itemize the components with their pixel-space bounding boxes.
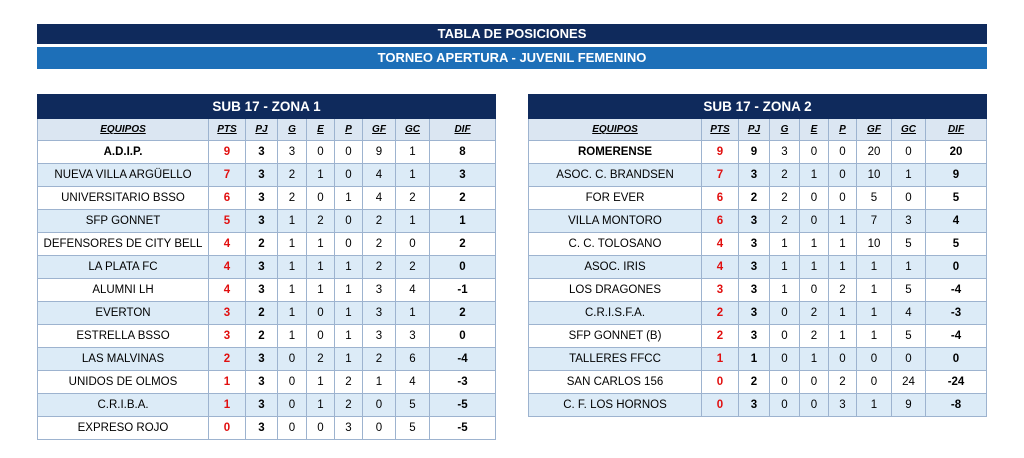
team-name-cell: ASOC. C. BRANDSEN — [529, 164, 702, 187]
played-cell: 2 — [246, 325, 278, 348]
points-cell: 4 — [702, 233, 739, 256]
goals-for-cell: 0 — [363, 394, 396, 417]
goals-against-cell: 4 — [396, 371, 430, 394]
team-name-cell: A.D.I.P. — [38, 141, 209, 164]
goals-for-cell: 9 — [363, 141, 396, 164]
drawn-cell: 0 — [307, 417, 335, 440]
zona2-header-row — [529, 119, 987, 141]
drawn-cell: 1 — [307, 164, 335, 187]
played-cell: 3 — [739, 279, 770, 302]
goals-against-cell: 1 — [396, 210, 430, 233]
goals-against-cell: 0 — [396, 233, 430, 256]
won-cell: 2 — [770, 164, 800, 187]
played-cell: 3 — [246, 417, 278, 440]
goals-against-cell: 0 — [892, 141, 926, 164]
drawn-cell: 0 — [307, 187, 335, 210]
lost-cell: 1 — [335, 348, 363, 371]
zona2-table — [528, 94, 987, 417]
col-header-pts: PTS — [702, 119, 739, 141]
drawn-cell: 0 — [800, 371, 829, 394]
goals-for-cell: 3 — [363, 325, 396, 348]
played-cell: 2 — [739, 371, 770, 394]
points-cell: 3 — [702, 279, 739, 302]
team-name-cell: ASOC. IRIS — [529, 256, 702, 279]
goal-diff-cell: 5 — [926, 187, 987, 210]
won-cell: 1 — [278, 302, 307, 325]
table-row — [529, 164, 987, 187]
goal-diff-cell: 1 — [430, 210, 496, 233]
points-cell: 7 — [702, 164, 739, 187]
drawn-cell: 1 — [307, 233, 335, 256]
goal-diff-cell: -8 — [926, 394, 987, 417]
team-name-cell: SAN CARLOS 156 — [529, 371, 702, 394]
played-cell: 3 — [739, 233, 770, 256]
points-cell: 9 — [209, 141, 246, 164]
lost-cell: 1 — [829, 210, 857, 233]
table-row — [38, 325, 496, 348]
table-row — [529, 394, 987, 417]
lost-cell: 2 — [829, 279, 857, 302]
drawn-cell: 2 — [307, 348, 335, 371]
page-title: TABLA DE POSICIONES — [37, 24, 987, 44]
goals-against-cell: 1 — [396, 141, 430, 164]
team-name-cell: C.R.I.B.A. — [38, 394, 209, 417]
goals-against-cell: 3 — [396, 325, 430, 348]
drawn-cell: 0 — [307, 302, 335, 325]
points-cell: 6 — [702, 187, 739, 210]
won-cell: 0 — [278, 394, 307, 417]
lost-cell: 1 — [829, 302, 857, 325]
points-cell: 4 — [209, 233, 246, 256]
drawn-cell: 2 — [800, 325, 829, 348]
team-name-cell: C. C. TOLOSANO — [529, 233, 702, 256]
table-row — [38, 417, 496, 440]
lost-cell: 1 — [829, 256, 857, 279]
played-cell: 2 — [246, 302, 278, 325]
table-row — [38, 348, 496, 371]
table-row — [38, 187, 496, 210]
points-cell: 9 — [702, 141, 739, 164]
goal-diff-cell: 0 — [926, 256, 987, 279]
won-cell: 1 — [770, 233, 800, 256]
points-cell: 3 — [209, 325, 246, 348]
drawn-cell: 1 — [307, 394, 335, 417]
col-header-equipos: EQUIPOS — [38, 119, 209, 141]
goal-diff-cell: -4 — [926, 279, 987, 302]
team-name-cell: LAS MALVINAS — [38, 348, 209, 371]
team-name-cell: LOS DRAGONES — [529, 279, 702, 302]
won-cell: 3 — [770, 141, 800, 164]
lost-cell: 2 — [335, 371, 363, 394]
won-cell: 0 — [770, 302, 800, 325]
team-name-cell: UNIDOS DE OLMOS — [38, 371, 209, 394]
goals-for-cell: 4 — [363, 164, 396, 187]
col-header-dif: DIF — [430, 119, 496, 141]
table-row — [529, 371, 987, 394]
drawn-cell: 1 — [307, 279, 335, 302]
goal-diff-cell: 2 — [430, 233, 496, 256]
played-cell: 9 — [739, 141, 770, 164]
col-header-g: G — [278, 119, 307, 141]
goal-diff-cell: 0 — [926, 348, 987, 371]
table-row — [38, 141, 496, 164]
points-cell: 7 — [209, 164, 246, 187]
played-cell: 3 — [246, 164, 278, 187]
played-cell: 3 — [739, 256, 770, 279]
points-cell: 6 — [209, 187, 246, 210]
played-cell: 3 — [739, 394, 770, 417]
team-name-cell: ALUMNI LH — [38, 279, 209, 302]
points-cell: 4 — [209, 279, 246, 302]
won-cell: 0 — [278, 348, 307, 371]
drawn-cell: 1 — [307, 256, 335, 279]
won-cell: 1 — [278, 233, 307, 256]
goal-diff-cell: -1 — [430, 279, 496, 302]
lost-cell: 0 — [335, 164, 363, 187]
goals-against-cell: 1 — [892, 256, 926, 279]
goals-against-cell: 1 — [396, 302, 430, 325]
goals-against-cell: 5 — [892, 279, 926, 302]
drawn-cell: 1 — [800, 233, 829, 256]
goal-diff-cell: -4 — [430, 348, 496, 371]
table-row — [38, 302, 496, 325]
won-cell: 0 — [770, 348, 800, 371]
won-cell: 2 — [770, 187, 800, 210]
drawn-cell: 2 — [307, 210, 335, 233]
table-row — [529, 279, 987, 302]
played-cell: 3 — [739, 302, 770, 325]
played-cell: 1 — [739, 348, 770, 371]
lost-cell: 0 — [335, 210, 363, 233]
col-header-gc: GC — [892, 119, 926, 141]
points-cell: 2 — [209, 348, 246, 371]
goal-diff-cell: -24 — [926, 371, 987, 394]
table-row — [529, 233, 987, 256]
goals-for-cell: 5 — [857, 187, 892, 210]
table-row — [529, 348, 987, 371]
goals-for-cell: 0 — [857, 371, 892, 394]
lost-cell: 1 — [335, 279, 363, 302]
goals-against-cell: 2 — [396, 187, 430, 210]
goals-against-cell: 0 — [892, 348, 926, 371]
goals-against-cell: 2 — [396, 256, 430, 279]
drawn-cell: 0 — [800, 279, 829, 302]
page-subtitle: TORNEO APERTURA - JUVENIL FEMENINO — [37, 47, 987, 69]
team-name-cell: DEFENSORES DE CITY BELL — [38, 233, 209, 256]
zona1-header-row — [38, 119, 496, 141]
team-name-cell: ESTRELLA BSSO — [38, 325, 209, 348]
team-name-cell: TALLERES FFCC — [529, 348, 702, 371]
goals-for-cell: 7 — [857, 210, 892, 233]
won-cell: 0 — [770, 394, 800, 417]
won-cell: 2 — [278, 187, 307, 210]
table-row — [38, 371, 496, 394]
won-cell: 1 — [278, 256, 307, 279]
goals-against-cell: 4 — [396, 279, 430, 302]
drawn-cell: 0 — [307, 141, 335, 164]
goal-diff-cell: 2 — [430, 302, 496, 325]
lost-cell: 1 — [829, 233, 857, 256]
lost-cell: 3 — [335, 417, 363, 440]
drawn-cell: 1 — [307, 371, 335, 394]
points-cell: 2 — [702, 302, 739, 325]
goals-against-cell: 1 — [892, 164, 926, 187]
lost-cell: 2 — [829, 371, 857, 394]
goals-against-cell: 0 — [892, 187, 926, 210]
col-header-g: G — [770, 119, 800, 141]
col-header-e: E — [800, 119, 829, 141]
drawn-cell: 1 — [800, 164, 829, 187]
lost-cell: 0 — [829, 187, 857, 210]
table-row — [529, 256, 987, 279]
table-row — [529, 187, 987, 210]
zona1-table — [37, 94, 496, 440]
team-name-cell: ROMERENSE — [529, 141, 702, 164]
played-cell: 3 — [739, 164, 770, 187]
won-cell: 0 — [278, 417, 307, 440]
table-row — [38, 233, 496, 256]
goals-for-cell: 1 — [857, 394, 892, 417]
goal-diff-cell: -4 — [926, 325, 987, 348]
won-cell: 1 — [770, 256, 800, 279]
goal-diff-cell: 2 — [430, 187, 496, 210]
col-header-pts: PTS — [209, 119, 246, 141]
col-header-e: E — [307, 119, 335, 141]
goals-against-cell: 6 — [396, 348, 430, 371]
played-cell: 3 — [246, 279, 278, 302]
played-cell: 2 — [246, 233, 278, 256]
points-cell: 2 — [702, 325, 739, 348]
lost-cell: 1 — [335, 302, 363, 325]
team-name-cell: C.R.I.S.F.A. — [529, 302, 702, 325]
goal-diff-cell: 0 — [430, 256, 496, 279]
team-name-cell: LA PLATA FC — [38, 256, 209, 279]
points-cell: 0 — [702, 371, 739, 394]
col-header-gc: GC — [396, 119, 430, 141]
goals-against-cell: 3 — [892, 210, 926, 233]
goal-diff-cell: 20 — [926, 141, 987, 164]
goals-for-cell: 2 — [363, 256, 396, 279]
team-name-cell: EXPRESO ROJO — [38, 417, 209, 440]
goals-against-cell: 9 — [892, 394, 926, 417]
won-cell: 2 — [278, 164, 307, 187]
zona2-title: SUB 17 - ZONA 2 — [529, 95, 987, 119]
points-cell: 4 — [209, 256, 246, 279]
goals-for-cell: 10 — [857, 233, 892, 256]
goals-for-cell: 2 — [363, 233, 396, 256]
goals-against-cell: 4 — [892, 302, 926, 325]
lost-cell: 0 — [335, 233, 363, 256]
lost-cell: 3 — [829, 394, 857, 417]
played-cell: 3 — [246, 371, 278, 394]
drawn-cell: 1 — [800, 256, 829, 279]
team-name-cell: NUEVA VILLA ARGÜELLO — [38, 164, 209, 187]
won-cell: 3 — [278, 141, 307, 164]
col-header-pj: PJ — [246, 119, 278, 141]
goals-for-cell: 1 — [857, 256, 892, 279]
drawn-cell: 0 — [800, 187, 829, 210]
goals-against-cell: 24 — [892, 371, 926, 394]
team-name-cell: EVERTON — [38, 302, 209, 325]
won-cell: 1 — [278, 325, 307, 348]
drawn-cell: 0 — [800, 141, 829, 164]
lost-cell: 0 — [335, 141, 363, 164]
goals-against-cell: 5 — [892, 233, 926, 256]
lost-cell: 1 — [335, 256, 363, 279]
col-header-gf: GF — [857, 119, 892, 141]
goals-for-cell: 3 — [363, 279, 396, 302]
played-cell: 3 — [246, 394, 278, 417]
won-cell: 1 — [278, 210, 307, 233]
col-header-pj: PJ — [739, 119, 770, 141]
points-cell: 5 — [209, 210, 246, 233]
col-header-equipos: EQUIPOS — [529, 119, 702, 141]
played-cell: 3 — [739, 210, 770, 233]
points-cell: 4 — [702, 256, 739, 279]
goal-diff-cell: -3 — [430, 371, 496, 394]
drawn-cell: 0 — [800, 210, 829, 233]
points-cell: 0 — [702, 394, 739, 417]
goal-diff-cell: 8 — [430, 141, 496, 164]
goals-for-cell: 4 — [363, 187, 396, 210]
team-name-cell: VILLA MONTORO — [529, 210, 702, 233]
goal-diff-cell: 0 — [430, 325, 496, 348]
drawn-cell: 2 — [800, 302, 829, 325]
table-row — [38, 210, 496, 233]
lost-cell: 0 — [829, 141, 857, 164]
table-row — [529, 302, 987, 325]
played-cell: 3 — [246, 256, 278, 279]
goals-for-cell: 1 — [857, 279, 892, 302]
goals-for-cell: 2 — [363, 210, 396, 233]
goal-diff-cell: 4 — [926, 210, 987, 233]
col-header-dif: DIF — [926, 119, 987, 141]
goal-diff-cell: 3 — [430, 164, 496, 187]
goals-against-cell: 5 — [396, 394, 430, 417]
won-cell: 1 — [278, 279, 307, 302]
goal-diff-cell: 5 — [926, 233, 987, 256]
col-header-p: P — [335, 119, 363, 141]
zona1-title: SUB 17 - ZONA 1 — [38, 95, 496, 119]
goals-for-cell: 10 — [857, 164, 892, 187]
goals-against-cell: 5 — [892, 325, 926, 348]
won-cell: 0 — [770, 371, 800, 394]
played-cell: 2 — [739, 187, 770, 210]
lost-cell: 2 — [335, 394, 363, 417]
table-row — [38, 394, 496, 417]
drawn-cell: 1 — [800, 348, 829, 371]
points-cell: 1 — [702, 348, 739, 371]
col-header-gf: GF — [363, 119, 396, 141]
goals-for-cell: 0 — [363, 417, 396, 440]
goals-against-cell: 5 — [396, 417, 430, 440]
table-row — [38, 164, 496, 187]
won-cell: 0 — [770, 325, 800, 348]
played-cell: 3 — [246, 187, 278, 210]
points-cell: 1 — [209, 371, 246, 394]
table-row — [38, 279, 496, 302]
goals-for-cell: 1 — [857, 302, 892, 325]
played-cell: 3 — [246, 348, 278, 371]
points-cell: 3 — [209, 302, 246, 325]
goal-diff-cell: -3 — [926, 302, 987, 325]
points-cell: 6 — [702, 210, 739, 233]
lost-cell: 0 — [829, 348, 857, 371]
played-cell: 3 — [246, 210, 278, 233]
drawn-cell: 0 — [800, 394, 829, 417]
won-cell: 1 — [770, 279, 800, 302]
lost-cell: 1 — [829, 325, 857, 348]
won-cell: 2 — [770, 210, 800, 233]
goals-for-cell: 20 — [857, 141, 892, 164]
won-cell: 0 — [278, 371, 307, 394]
goal-diff-cell: -5 — [430, 417, 496, 440]
table-row — [529, 210, 987, 233]
table-row — [38, 256, 496, 279]
goal-diff-cell: -5 — [430, 394, 496, 417]
lost-cell: 1 — [335, 325, 363, 348]
goals-for-cell: 2 — [363, 348, 396, 371]
team-name-cell: C. F. LOS HORNOS — [529, 394, 702, 417]
points-cell: 1 — [209, 394, 246, 417]
played-cell: 3 — [739, 325, 770, 348]
goals-for-cell: 1 — [857, 325, 892, 348]
lost-cell: 1 — [335, 187, 363, 210]
table-row — [529, 325, 987, 348]
team-name-cell: FOR EVER — [529, 187, 702, 210]
goals-for-cell: 3 — [363, 302, 396, 325]
team-name-cell: UNIVERSITARIO BSSO — [38, 187, 209, 210]
lost-cell: 0 — [829, 164, 857, 187]
points-cell: 0 — [209, 417, 246, 440]
table-row — [529, 141, 987, 164]
goals-for-cell: 0 — [857, 348, 892, 371]
goals-against-cell: 1 — [396, 164, 430, 187]
team-name-cell: SFP GONNET — [38, 210, 209, 233]
drawn-cell: 0 — [307, 325, 335, 348]
col-header-p: P — [829, 119, 857, 141]
team-name-cell: SFP GONNET (B) — [529, 325, 702, 348]
played-cell: 3 — [246, 141, 278, 164]
goals-for-cell: 1 — [363, 371, 396, 394]
goal-diff-cell: 9 — [926, 164, 987, 187]
